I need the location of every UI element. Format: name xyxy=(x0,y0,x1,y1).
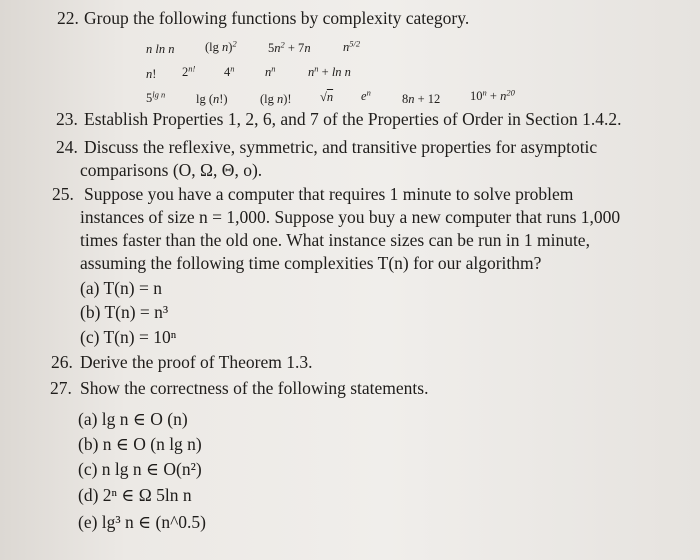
function-8n-plus-12: 8n + 12 xyxy=(402,92,441,106)
problem-22-number: 22. xyxy=(57,8,79,28)
function-sqrt-n: √n xyxy=(320,90,334,104)
problem-27-part-a: (a) lg n ∈ O (n) xyxy=(78,409,188,429)
problem-27-part-e: (e) lg³ n ∈ (n^0.5) xyxy=(78,512,206,532)
problem-26-number: 26. xyxy=(51,352,73,372)
function-5-lg-n: $5^{lg n}$ xyxy=(146,89,166,105)
problem-25-part-a: (a) T(n) = n xyxy=(80,278,162,298)
problem-22-text: Group the following functions by complexity category. xyxy=(84,8,470,28)
problem-24-line-2: comparisons (O, Ω, Θ, o). xyxy=(80,160,263,180)
function-n-factorial: n! xyxy=(146,67,157,81)
problem-23-number: 23. xyxy=(56,109,78,129)
function-e-n: $e^n$ xyxy=(361,87,371,103)
problem-24-line-1: Discuss the reflexive, symmetric, and transitive properties for asymptotic xyxy=(84,137,598,157)
problem-27-text: Show the correctness of the following statements. xyxy=(80,378,429,398)
problem-23-text: Establish Properties 1, 2, 6, and 7 of the Properties of Order in Section 1.4.2. xyxy=(84,109,622,129)
function-n-n-plus-ln-n: $n^n + \ln n$ xyxy=(308,63,351,79)
problem-25-line-3: times faster than the old one. What instance sizes can be run in 1 minute, xyxy=(80,230,590,250)
problem-25-line-2: instances of size n = 1,000. Suppose you buy a new computer that runs 1,000 xyxy=(80,207,621,227)
problem-25-line-1: Suppose you have a computer that requires 1 minute to solve problem xyxy=(84,184,574,204)
problem-27-number: 27. xyxy=(50,378,72,398)
problem-25-line-4: assuming the following time complexities T(n) for our algorithm? xyxy=(80,253,542,273)
function-lg-n-squared: (lg n)$^2$ xyxy=(205,38,237,54)
function-n-ln-n: n ln n xyxy=(146,42,175,56)
function-4-n: 4$^n$ xyxy=(224,63,235,79)
function-n-5-2: $n^{5/2}$ xyxy=(343,38,361,54)
problem-24-number: 24. xyxy=(56,137,78,157)
problem-25-part-c: (c) T(n) = 10ⁿ xyxy=(80,327,177,347)
problem-27-part-d: (d) 2ⁿ ∈ Ω 5ln n xyxy=(78,485,192,505)
problem-25-number: 25. xyxy=(52,184,74,204)
problem-26-text: Derive the proof of Theorem 1.3. xyxy=(80,352,313,372)
function-5n2-plus-7n: $5n^2 + 7n$ xyxy=(268,39,311,55)
problem-27-part-b: (b) n ∈ O (n lg n) xyxy=(78,434,202,454)
function-2-n-factorial: $2^{n!}$ xyxy=(182,63,196,79)
function-lg-n-factorial: lg (n!) xyxy=(196,92,228,106)
problem-25-part-b: (b) T(n) = n³ xyxy=(80,302,169,322)
problem-27-part-c: (c) n lg n ∈ O(n²) xyxy=(78,459,202,479)
function-10-n-plus-n20: $10^n + n^{20}$ xyxy=(470,87,515,103)
function-n-n: $n^n$ xyxy=(265,63,276,79)
function-lg-n-factorial-outer: (lg n)! xyxy=(260,92,292,106)
